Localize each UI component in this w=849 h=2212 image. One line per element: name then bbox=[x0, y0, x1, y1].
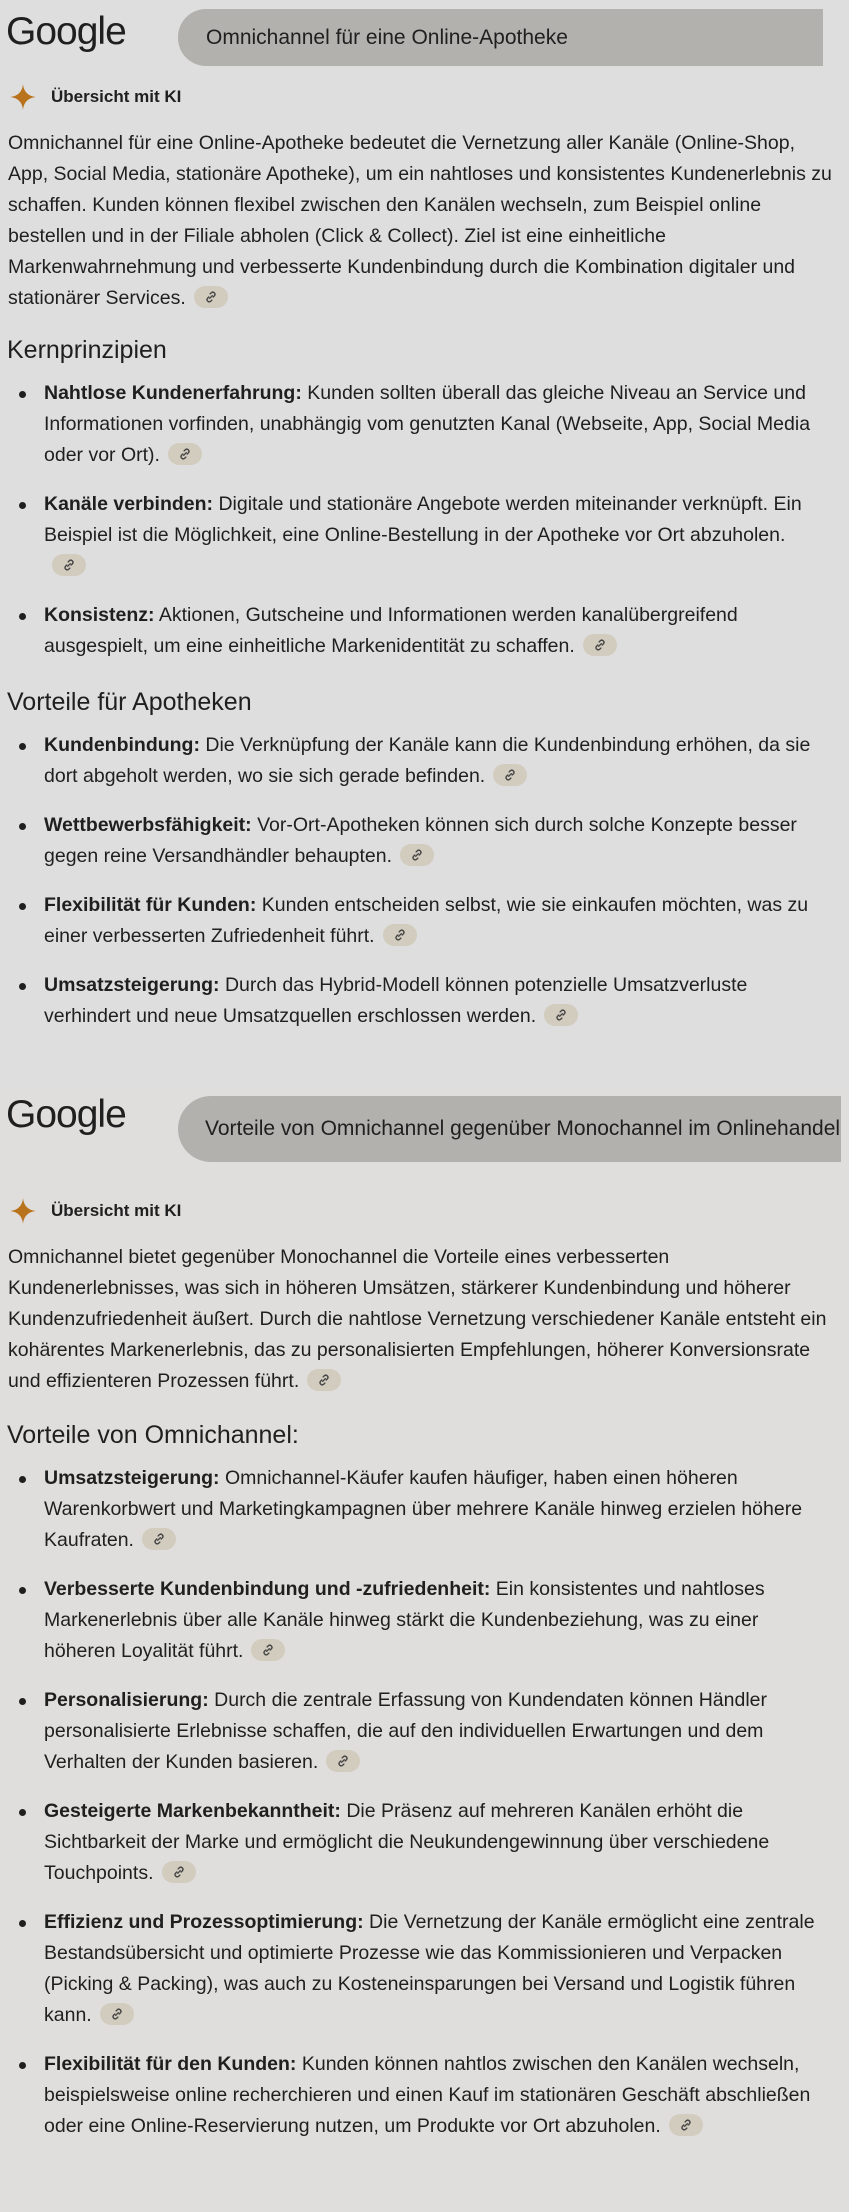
link-icon bbox=[593, 638, 607, 652]
source-link-button[interactable] bbox=[400, 844, 434, 866]
section-heading: Vorteile von Omnichannel: bbox=[7, 1421, 299, 1449]
item-text: Kunden entscheiden selbst, wie sie einkaufen möchten, was zu einer verbesserten Zufriedenheit führt. bbox=[44, 894, 809, 947]
ai-overview-header bbox=[9, 80, 849, 114]
item-text: Digitale und stationäre Angebote werden miteinander verknüpft. Ein Beispiel ist die Möglichkeit, eine Online-Bestellung in der Apotheke vor Ort abzuholen. bbox=[44, 493, 802, 546]
bullet-list bbox=[0, 1463, 849, 2142]
source-link-button[interactable] bbox=[583, 634, 617, 656]
item-term: Nahtlose Kundenerfahrung: bbox=[44, 382, 302, 404]
list-item bbox=[0, 970, 849, 1032]
item-term: Personalisierung: bbox=[44, 1689, 209, 1711]
ai-overview-label: Übersicht mit KI bbox=[51, 87, 182, 106]
item-term: Kanäle verbinden: bbox=[44, 493, 214, 515]
list-item bbox=[0, 1463, 849, 1556]
sparkle-icon bbox=[9, 1197, 37, 1225]
item-text: Durch die zentrale Erfassung von Kundendaten können Händler personalisierte Erlebnisse schaffen, die auf den individuellen Erwartungen und dem Verhalten der Kunden basieren. bbox=[44, 1689, 768, 1773]
item-term: Gesteigerte Markenbekanntheit: bbox=[44, 1800, 341, 1822]
source-link-button[interactable] bbox=[493, 764, 527, 786]
link-icon bbox=[317, 1373, 331, 1387]
source-link-button[interactable] bbox=[669, 2114, 703, 2136]
section-heading: Vorteile für Apotheken bbox=[7, 688, 252, 716]
source-link-button[interactable] bbox=[52, 554, 86, 576]
section-heading: Kernprinzipien bbox=[7, 336, 167, 364]
search-header bbox=[0, 1086, 849, 1168]
source-link-button[interactable] bbox=[142, 1528, 176, 1550]
item-text: Aktionen, Gutscheine und Informationen werden kanalübergreifend ausgespielt, um eine einheitliche Markenidentität zu schaffen. bbox=[44, 604, 738, 657]
source-link-button[interactable] bbox=[307, 1369, 341, 1391]
source-link-button[interactable] bbox=[383, 924, 417, 946]
link-icon bbox=[172, 1865, 186, 1879]
item-text: Omnichannel-Käufer kaufen häufiger, haben einen höheren Warenkorbwert und Marketingkampagnen über mehrere Kanäle hinweg erzielen höhere Kaufraten. bbox=[44, 1467, 803, 1551]
search-input[interactable]: Vorteile von Omnichannel gegenüber Monochannel im Onlinehandel bbox=[178, 1096, 841, 1162]
item-term: Verbesserte Kundenbindung und -zufriedenheit: bbox=[44, 1578, 491, 1600]
link-icon bbox=[261, 1643, 275, 1657]
list-item bbox=[0, 600, 849, 662]
list-item bbox=[0, 2049, 849, 2142]
link-icon bbox=[503, 768, 517, 782]
item-term: Flexibilität für Kunden: bbox=[44, 894, 257, 916]
link-icon bbox=[679, 2118, 693, 2132]
item-text: Die Präsenz auf mehreren Kanälen erhöht die Sichtbarkeit der Marke und ermöglicht die Neukundengewinnung über verschiedene Touchpoints. bbox=[44, 1800, 770, 1884]
list-item bbox=[0, 1907, 849, 2031]
list-item bbox=[0, 489, 849, 582]
ai-overview-summary bbox=[0, 1242, 849, 1397]
list-item bbox=[0, 730, 849, 792]
link-icon bbox=[410, 848, 424, 862]
google-logo[interactable]: Google bbox=[6, 10, 126, 53]
link-icon bbox=[62, 558, 76, 572]
link-icon bbox=[554, 1008, 568, 1022]
item-term: Kundenbindung: bbox=[44, 734, 200, 756]
search-result-panel-2 bbox=[0, 1086, 849, 2212]
summary-text: Omnichannel für eine Online-Apotheke bedeutet die Vernetzung aller Kanäle (Online-Shop, App, Social Media, stationäre Apotheke), um ein nahtloses und konsistentes Kundenerlebnis zu schaffen. Kunden können flexibel zwischen den Kanälen wechseln, zum Beispiel online bestellen und in der Filiale abholen (Click & Collect). Ziel ist eine einheitliche Markenwahrnehmung und verbesserte Kundenbindung durch die Kombination digitaler und stationärer Services. bbox=[8, 132, 832, 309]
search-result-panel-1 bbox=[0, 0, 849, 1086]
ai-overview-summary bbox=[0, 128, 849, 314]
ai-overview-label: Übersicht mit KI bbox=[51, 1201, 182, 1220]
source-link-button[interactable] bbox=[544, 1004, 578, 1026]
source-link-button[interactable] bbox=[194, 286, 228, 308]
search-header bbox=[0, 0, 849, 76]
source-link-button[interactable] bbox=[162, 1861, 196, 1883]
item-term: Flexibilität für den Kunden: bbox=[44, 2053, 297, 2075]
item-term: Konsistenz: bbox=[44, 604, 155, 626]
source-link-button[interactable] bbox=[326, 1750, 360, 1772]
bullet-list bbox=[0, 378, 849, 662]
list-item bbox=[0, 1685, 849, 1778]
ai-overview-header bbox=[9, 1194, 849, 1228]
list-item bbox=[0, 378, 849, 471]
list-item bbox=[0, 890, 849, 952]
link-icon bbox=[336, 1754, 350, 1768]
list-item bbox=[0, 810, 849, 872]
bullet-list bbox=[0, 730, 849, 1032]
item-term: Umsatzsteigerung: bbox=[44, 974, 220, 996]
item-term: Umsatzsteigerung: bbox=[44, 1467, 220, 1489]
item-text: Vor-Ort-Apotheken können sich durch solche Konzepte besser gegen reine Versandhändler behaupten. bbox=[44, 814, 797, 867]
sparkle-icon bbox=[9, 83, 37, 111]
search-input[interactable]: Omnichannel für eine Online-Apotheke bbox=[178, 9, 823, 66]
item-text: Kunden können nahtlos zwischen den Kanälen wechseln, beispielsweise online recherchieren und einen Kauf im stationären Geschäft abschließen oder eine Online-Reservierung nutzen, um Produkte vor Ort abzuholen. bbox=[44, 2053, 811, 2137]
list-item bbox=[0, 1796, 849, 1889]
summary-text: Omnichannel bietet gegenüber Monochannel die Vorteile eines verbesserten Kundenerlebnisses, was sich in höheren Umsätzen, stärkerer Kundenbindung und höherer Kundenzufriedenheit äußert. Durch die nahtlose Vernetzung verschiedener Kanäle entsteht ein kohärentes Markenerlebnis, das zu personalisierten Empfehlungen, höherer Konversionsrate und effizienteren Prozessen führt. bbox=[8, 1246, 827, 1392]
item-text: Die Verknüpfung der Kanäle kann die Kundenbindung erhöhen, da sie dort abgeholt werden, wo sie sich gerade befinden. bbox=[44, 734, 811, 787]
item-text: Durch das Hybrid-Modell können potenzielle Umsatzverluste verhindert und neue Umsatzquellen erschlossen werden. bbox=[44, 974, 748, 1027]
source-link-button[interactable] bbox=[100, 2003, 134, 2025]
item-term: Effizienz und Prozessoptimierung: bbox=[44, 1911, 364, 1933]
link-icon bbox=[204, 290, 218, 304]
link-icon bbox=[178, 447, 192, 461]
item-text: Ein konsistentes und nahtloses Markenerlebnis über alle Kanäle hinweg stärkt die Kundenbeziehung, was zu einer höheren Loyalität führt. bbox=[44, 1578, 765, 1662]
item-term: Wettbewerbsfähigkeit: bbox=[44, 814, 252, 836]
link-icon bbox=[152, 1532, 166, 1546]
source-link-button[interactable] bbox=[168, 443, 202, 465]
item-text: Die Vernetzung der Kanäle ermöglicht eine zentrale Bestandsübersicht und optimierte Prozesse wie das Kommissionieren und Verpacken (Picking & Packing), was auch zu Kosteneinsparungen bei Versand und Logistik führen kann. bbox=[44, 1911, 815, 2026]
google-logo[interactable]: Google bbox=[6, 1093, 126, 1136]
item-text: Kunden sollten überall das gleiche Niveau an Service und Informationen vorfinden, unabhängig vom genutzten Kanal (Webseite, App, Social Media oder vor Ort). bbox=[44, 382, 811, 466]
list-item bbox=[0, 1574, 849, 1667]
link-icon bbox=[393, 928, 407, 942]
source-link-button[interactable] bbox=[251, 1639, 285, 1661]
link-icon bbox=[110, 2007, 124, 2021]
